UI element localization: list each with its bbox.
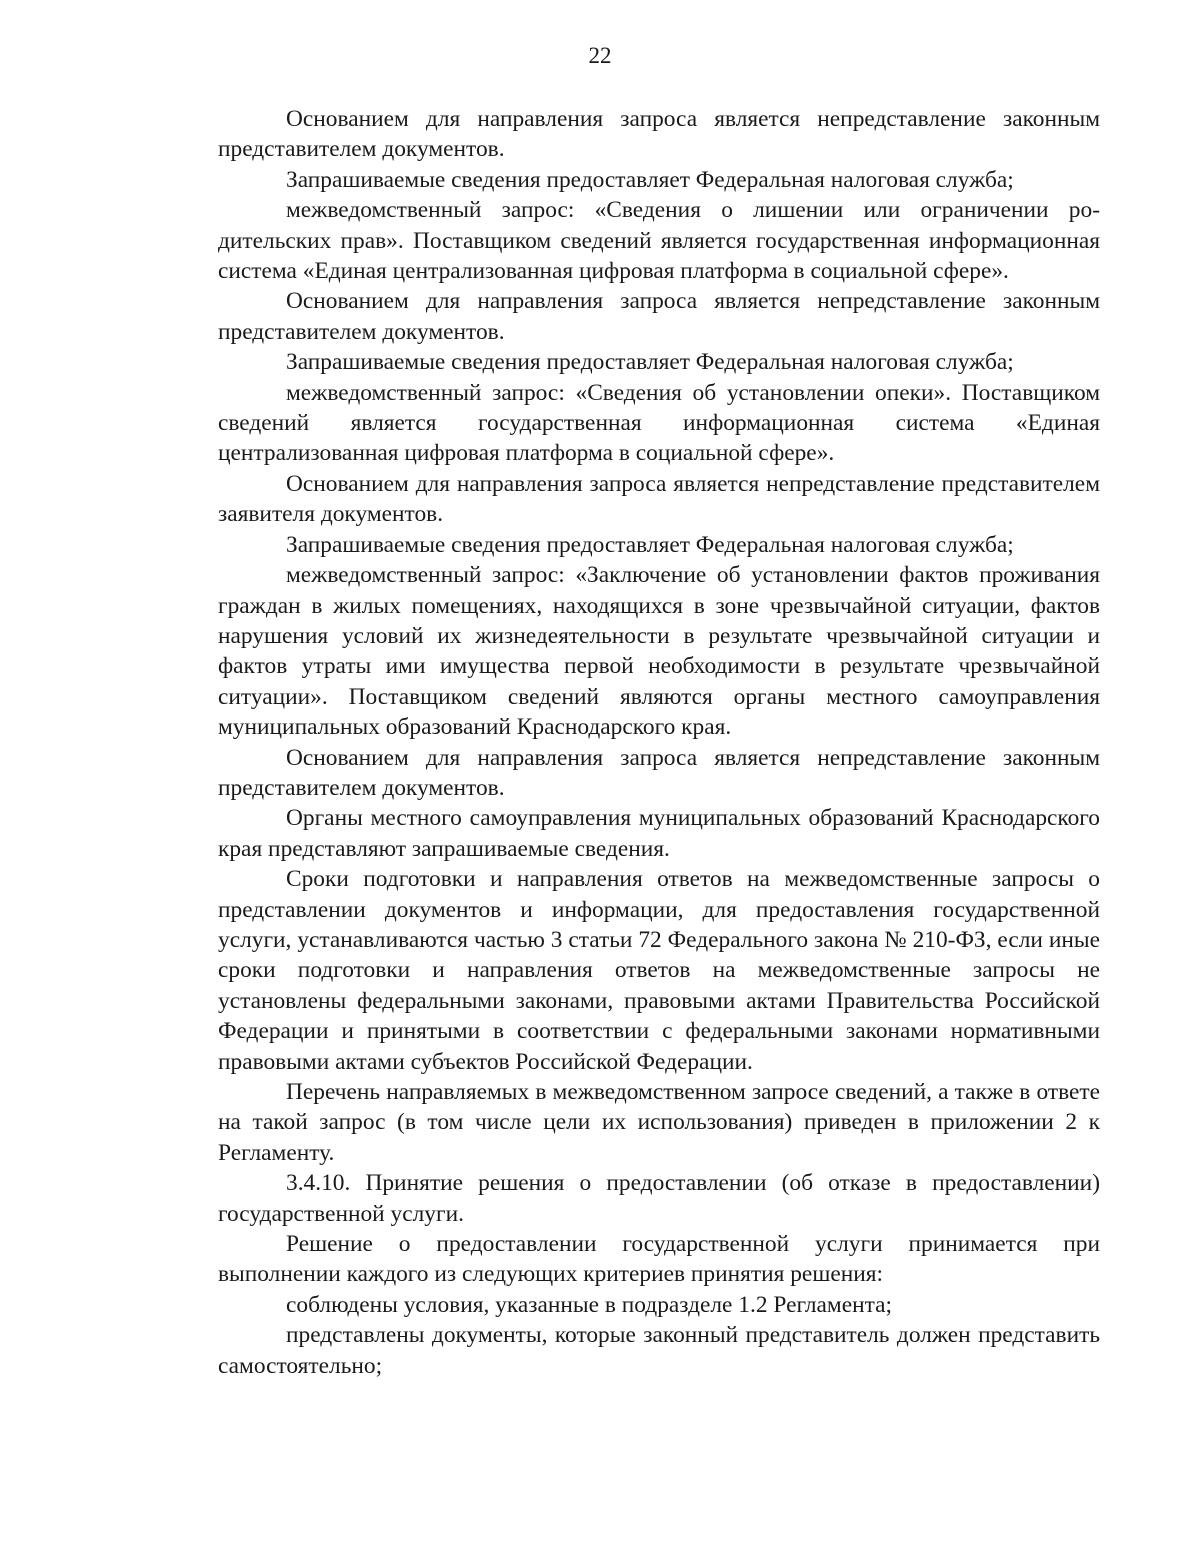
paragraph: 3.4.10. Принятие решения о предоставлении (об отказе в предоставлении) государственной услуги. — [218, 1170, 1100, 1227]
paragraph: Органы местного самоуправления муниципальных образований Краснодарского края представляют запрашиваемые сведения. — [218, 805, 1100, 862]
paragraph: Запрашиваемые сведения предоставляет Федеральная налоговая служба; — [286, 349, 1014, 376]
paragraph: Запрашиваемые сведения предоставляет Федеральная налоговая служба; — [286, 531, 1014, 558]
paragraph: межведомственный запрос: «Сведения об установлении опеки». Поставщиком сведений является государственная информационная система «Единая централизованная цифровая платформа в социальной сфере». — [218, 379, 1100, 467]
paragraph: представлены документы, которые законный представитель должен представить самостоятельно; — [218, 1322, 1100, 1379]
document-body — [218, 104, 1100, 1381]
paragraph: Основанием для направления запроса является непредставление представителем заявителя документов. — [218, 470, 1100, 528]
paragraph: межведомственный запрос: «Заключение об установлении фактов проживания граждан в жилых помещениях, находящихся в зоне чрезвычайной ситуации, фактов нарушения условий их жизнедеятельности в результате чрезвычайной ситуации и фактов утраты ими имущества первой необходимости в результате чрезвычайной ситуации». Поставщиком сведений являются органы местного самоуправления муниципальных образований Краснодарского края. — [218, 562, 1100, 741]
paragraph: Основанием для направления запроса является непредставление законным представителем документов. — [218, 744, 1100, 801]
paragraph: межведомственный запрос: «Сведения о лишении или ограничении родительских прав». Поставщиком сведений является государственная информационная система «Единая централизованная цифровая платформа в социальной сфере». — [218, 197, 1100, 285]
paragraph: Решение о предоставлении государственной услуги принимается при выполнении каждого из следующих критериев принятия решения: — [218, 1231, 1100, 1288]
paragraph: Сроки подготовки и направления ответов на межведомственные запросы о представлении документов и информации, для предоставления государственной услуги, устанавливаются частью 3 статьи 72 Федерального закона № 210-ФЗ, если иные сроки подготовки и направления ответов на межведомственные запросы не установлены федеральными законами, правовыми актами Правительства Российской Федерации и принятыми в соответствии с федеральными законами нормативными правовыми актами субъектов Российской Федерации. — [218, 866, 1100, 1075]
paragraph: Запрашиваемые сведения предоставляет Федеральная налоговая служба; — [286, 166, 1014, 193]
paragraph: Перечень направляемых в межведомственном запросе сведений, а также в ответе на такой запрос (в том числе цели их использования) приведен в приложении 2 к Регламенту. — [218, 1079, 1100, 1166]
paragraph: соблюдены условия, указанные в подразделе 1.2 Регламента; — [286, 1291, 892, 1318]
paragraph: Основанием для направления запроса является непредставление законным представителем документов. — [218, 288, 1100, 345]
page-number: 22 — [588, 43, 612, 68]
paragraph: Основанием для направления запроса является непредставление законным представителем документов. — [218, 106, 1100, 163]
